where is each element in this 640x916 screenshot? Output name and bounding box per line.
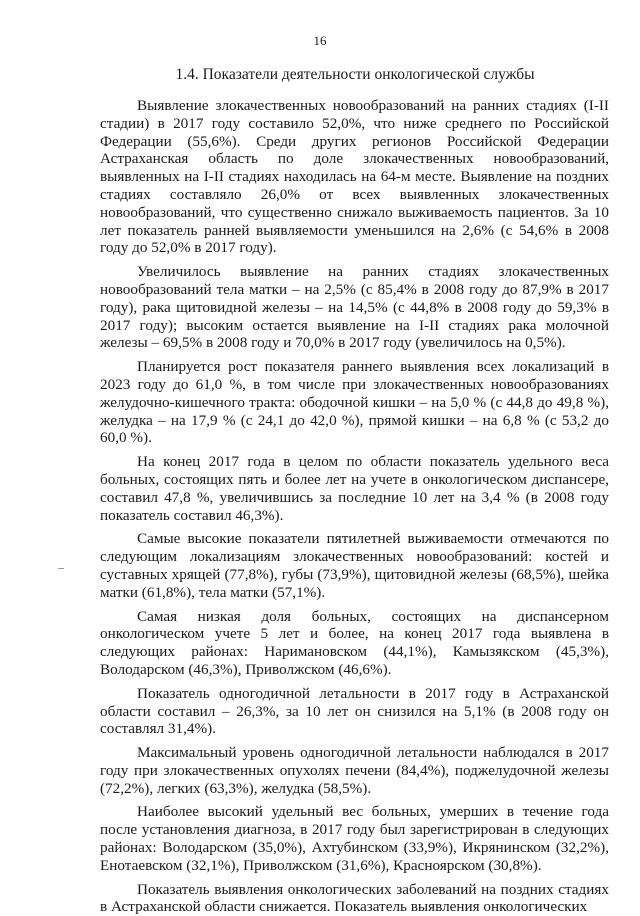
- paragraph-detection-increase: Увеличилось выявление на ранних стадиях злокачественных новообразований тела матки – на 2,5% (с 85,4% в 2008 году до 87,9% в 2017 году), рака щитовидной железы – на 14,5% (с 44,8% в 2008 году до 59,3% в 2017 году); высоким остается выявление на I-II стадиях рака молочной железы – 69,5% в 2008 году и 70,0% в 2017 году (увеличилось на 0,5%).: [100, 263, 609, 352]
- scan-margin-mark: [58, 568, 64, 569]
- paragraph-early-detection: Выявление злокачественных новообразований на ранних стадиях (I-II стадии) в 2017 году составило 52,0%, что ниже среднего по Российской Федерации (55,6%). Среди других регионов Российской Федерации Астраханская область по доле злокачественных новообразований, выявленных на I-II стадиях находилась на 64-м месте. Выявление на поздних стадиях составляло 26,0% от всех выявленных злокачественных новообразований, что существенно снижало выживаемость пациентов. За 10 лет показатель ранней выявляемости уменьшился на 2,6% (с 54,6% в 2008 году до 52,0% в 2017 году).: [100, 97, 609, 257]
- section-title: 1.4. Показатели деятельности онкологической службы: [175, 66, 535, 83]
- paragraph-planned-growth: Планируется рост показателя раннего выявления всех локализаций в 2023 году до 61,0 %, в том числе при злокачественных новообразованиях желудочно-кишечного тракта: ободочной кишки – на 5,0 % (с 44,8 до 49,8 %), желудка – на 17,9 % (с 24,1 до 42,0 %), прямой кишки – на 6,8 % (с 53,2 до 60,0 %).: [100, 358, 609, 447]
- paragraph-late-detection: Показатель выявления онкологических заболеваний на поздних стадиях в Астраханской области снижается. Показатель выявления онкологических: [100, 880, 609, 916]
- paragraph-highest-mortality-districts: Наиболее высокий удельный вес больных, умерших в течение года после установления диагноза, в 2017 году был зарегистрирован в следующих районах: Володарском (35,0%), Ахтубинском (33,9%), Икрянинском (32,2%), Енотаевском (32,1%), Приволжском (31,6%), Красноярском (30,8%).: [100, 803, 609, 874]
- paragraph-one-year-mortality: Показатель одногодичной летальности в 2017 году в Астраханской области составил – 26,3%, за 10 лет он снизился на 5,1% (в 2008 году он составлял 31,4%).: [100, 684, 609, 738]
- paragraph-five-year-survival: Самые высокие показатели пятилетней выживаемости отмечаются по следующим локализациям злокачественных новообразований: костей и суставных хрящей (77,8%), губы (73,9%), щитовидной железы (68,5%), шейка матки (61,8%), тела матки (57,1%).: [100, 530, 609, 601]
- page-number: 16: [313, 33, 327, 48]
- body-text: [100, 97, 609, 916]
- paragraph-max-mortality: Максимальный уровень одногодичной летальности наблюдался в 2017 году при злокачественных опухолях печени (84,4%), поджелудочной железы (72,2%), легких (63,3%), желудка (58,5%).: [100, 744, 609, 797]
- paragraph-five-year-registry: На конец 2017 года в целом по области показатель удельного веса больных, состоящих пять и более лет на учете в онкологическом диспансере, составил 47,8 %, увеличившись за последние 10 лет на 3,4 % (в 2008 году показатель составил 46,3%).: [100, 453, 609, 524]
- paragraph-lowest-share-districts: Самая низкая доля больных, состоящих на диспансерном онкологическом учете 5 лет и более, на конец 2017 года выявлена в следующих районах: Наримановском (44,1%), Камызякском (45,3%), Володарском (46,3%), Приволжском (46,6%).: [100, 607, 609, 678]
